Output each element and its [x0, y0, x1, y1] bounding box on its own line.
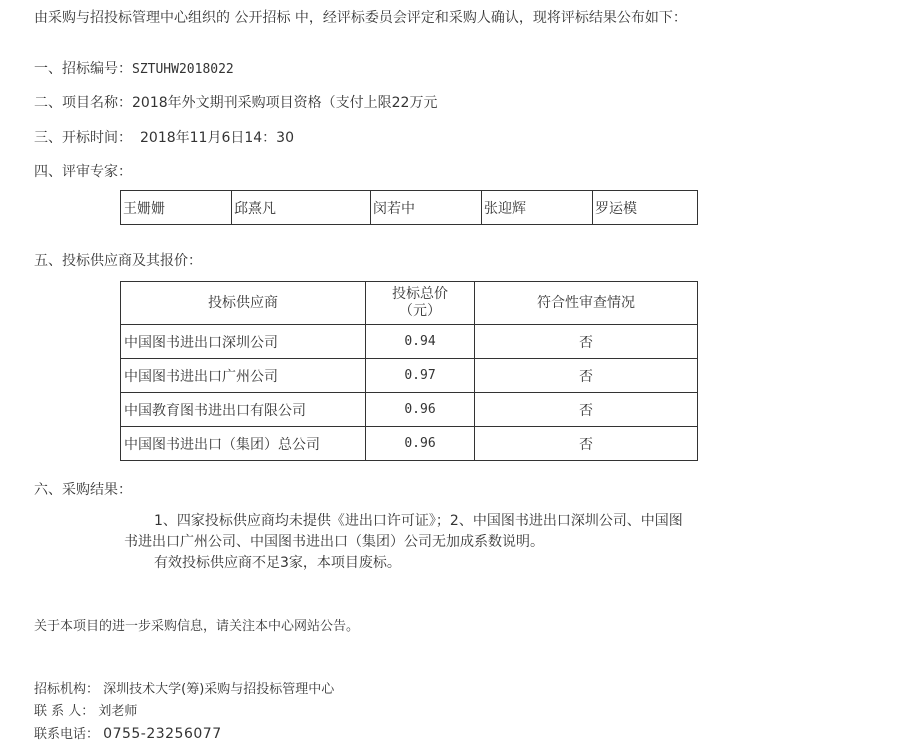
opening-time-value: 2018年11月6日14：30 [140, 130, 294, 146]
project-name-line [34, 94, 437, 112]
bid-price: 0.97 [366, 359, 475, 393]
table-row [121, 325, 698, 359]
supplier-name: 中国图书进出口深圳公司 [121, 325, 366, 359]
expert-name: 闵若中 [371, 191, 482, 225]
contact-value: 刘老师 [98, 704, 138, 719]
table-header-row [121, 282, 698, 325]
expert-name: 邱熹凡 [232, 191, 371, 225]
phone-line [34, 725, 222, 744]
further-info-text: 关于本项目的进一步采购信息，请关注本中心网站公告。 [34, 619, 360, 634]
experts-table [120, 190, 698, 225]
table-row [121, 393, 698, 427]
table-row [121, 359, 698, 393]
bidders-label: 五、投标供应商及其报价： [34, 253, 202, 269]
contact-label: 联 系 人： [34, 704, 95, 719]
review-result: 否 [475, 393, 698, 427]
contact-line [34, 703, 137, 721]
phone-value: 0755-23256077 [103, 726, 222, 742]
tender-number-value: SZTUHW2018022 [132, 62, 234, 77]
header-supplier: 投标供应商 [121, 282, 366, 325]
org-line [34, 681, 334, 699]
bid-price: 0.96 [366, 393, 475, 427]
bid-price: 0.94 [366, 325, 475, 359]
result-label: 六、采购结果： [34, 482, 132, 498]
org-label: 招标机构： [34, 682, 100, 697]
supplier-name: 中国图书进出口（集团）总公司 [121, 427, 366, 461]
expert-name: 张迎辉 [482, 191, 593, 225]
opening-time-label: 三、开标时间： [34, 130, 132, 146]
project-name-label: 二、项目名称： [34, 95, 132, 111]
tender-number-line [34, 60, 234, 79]
header-price: 投标总价 （元） [366, 282, 475, 325]
header-review: 符合性审查情况 [475, 282, 698, 325]
result-paragraph-2: 有效投标供应商不足3家，本项目废标。 [154, 555, 401, 571]
project-name-value: 2018年外文期刊采购项目资格（支付上限22万元 [132, 95, 438, 111]
expert-name: 罗运模 [593, 191, 698, 225]
supplier-name: 中国教育图书进出口有限公司 [121, 393, 366, 427]
intro-text: 由采购与招投标管理中心组织的 公开招标 中，经评标委员会评定和采购人确认，现将评标结果公布如下： [34, 10, 687, 26]
expert-name: 王姗姗 [121, 191, 232, 225]
result-paragraph-1: 1、四家投标供应商均未提供《进出口许可证》；2、中国图书进出口深圳公司、中国图书进出口广州公司、中国图书进出口（集团）公司无加成系数说明。 [124, 513, 683, 550]
opening-time-line [34, 129, 294, 147]
review-result: 否 [475, 427, 698, 461]
result-body [124, 511, 692, 574]
table-row [121, 427, 698, 461]
org-value: 深圳技术大学(筹)采购与招投标管理中心 [103, 682, 335, 697]
phone-label: 联系电话： [34, 727, 100, 742]
experts-label: 四、评审专家： [34, 164, 132, 180]
bid-price: 0.96 [366, 427, 475, 461]
tender-number-label: 一、招标编号： [34, 61, 132, 77]
review-result: 否 [475, 325, 698, 359]
experts-row [121, 191, 698, 225]
bidders-table [120, 281, 698, 461]
supplier-name: 中国图书进出口广州公司 [121, 359, 366, 393]
review-result: 否 [475, 359, 698, 393]
